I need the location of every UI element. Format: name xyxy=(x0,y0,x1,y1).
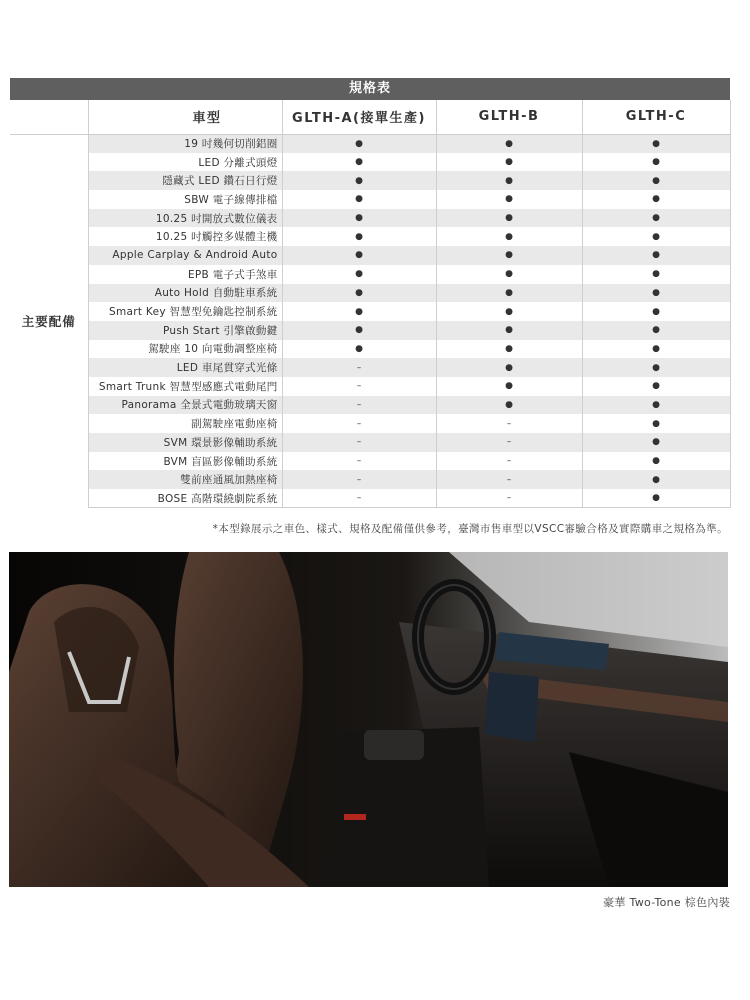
feature-name: 駕駛座 10 向電動調整座椅 xyxy=(88,340,282,359)
spec-row xyxy=(10,134,730,153)
feature-name: 隱藏式 LED 鑽石日行燈 xyxy=(88,171,282,190)
trim-header-glth-c: GLTH-C xyxy=(582,100,730,134)
availability-mark: ● xyxy=(436,265,582,284)
availability-mark: ● xyxy=(582,284,730,303)
spec-row xyxy=(10,227,730,246)
availability-mark: – xyxy=(436,452,582,471)
feature-name: LED 車尾貫穿式光條 xyxy=(88,358,282,377)
availability-mark: ● xyxy=(282,265,436,284)
feature-name: EPB 電子式手煞車 xyxy=(88,265,282,284)
availability-mark: ● xyxy=(282,321,436,340)
availability-mark: – xyxy=(282,489,436,508)
availability-mark: ● xyxy=(282,302,436,321)
availability-mark: – xyxy=(282,358,436,377)
feature-name: 雙前座通風加熱座椅 xyxy=(88,470,282,489)
availability-mark: ● xyxy=(582,321,730,340)
availability-mark: ● xyxy=(436,171,582,190)
availability-mark: ● xyxy=(282,246,436,265)
availability-mark: ● xyxy=(436,396,582,415)
availability-mark: – xyxy=(436,489,582,508)
spec-table-header xyxy=(10,100,730,134)
trim-header-glth-a: GLTH-A(接單生產) xyxy=(282,100,436,134)
spec-row xyxy=(10,209,730,228)
feature-name: BOSE 高階環繞劇院系統 xyxy=(88,489,282,508)
availability-mark: – xyxy=(436,414,582,433)
feature-name: Smart Trunk 智慧型感應式電動尾門 xyxy=(88,377,282,396)
availability-mark: ● xyxy=(282,134,436,153)
availability-mark: – xyxy=(436,433,582,452)
spec-row xyxy=(10,284,730,303)
spec-row xyxy=(10,246,730,265)
availability-mark: ● xyxy=(436,302,582,321)
spec-row xyxy=(10,452,730,471)
feature-name: LED 分離式頭燈 xyxy=(88,153,282,172)
availability-mark: ● xyxy=(282,171,436,190)
model-column-header: 車型 xyxy=(88,100,282,134)
availability-mark: ● xyxy=(436,377,582,396)
availability-mark: ● xyxy=(582,470,730,489)
spec-row xyxy=(10,302,730,321)
feature-name: Push Start 引擎啟動鍵 xyxy=(88,321,282,340)
availability-mark: ● xyxy=(582,134,730,153)
availability-mark: ● xyxy=(582,340,730,359)
spec-row xyxy=(10,489,730,508)
availability-mark: ● xyxy=(582,302,730,321)
spec-table xyxy=(10,100,731,508)
feature-name: SBW 電子線傳排檔 xyxy=(88,190,282,209)
header-blank xyxy=(10,100,88,134)
feature-name: Auto Hold 自動駐車系統 xyxy=(88,284,282,303)
feature-name: BVM 盲區影像輔助系統 xyxy=(88,452,282,471)
availability-mark: ● xyxy=(582,377,730,396)
availability-mark: ● xyxy=(436,134,582,153)
feature-name: SVM 環景影像輔助系統 xyxy=(88,433,282,452)
availability-mark: – xyxy=(282,433,436,452)
availability-mark: – xyxy=(282,396,436,415)
availability-mark: ● xyxy=(582,396,730,415)
availability-mark: ● xyxy=(436,340,582,359)
availability-mark: ● xyxy=(582,489,730,508)
interior-illustration xyxy=(9,552,728,887)
spec-row xyxy=(10,190,730,209)
feature-name: 副駕駛座電動座椅 xyxy=(88,414,282,433)
availability-mark: ● xyxy=(582,246,730,265)
availability-mark: – xyxy=(282,377,436,396)
availability-mark: ● xyxy=(582,190,730,209)
availability-mark: – xyxy=(282,470,436,489)
feature-name: Smart Key 智慧型免鑰匙控制系統 xyxy=(88,302,282,321)
feature-name: Panorama 全景式電動玻璃天窗 xyxy=(88,396,282,415)
spec-row xyxy=(10,414,730,433)
feature-name: 19 吋幾何切削鋁圈 xyxy=(88,134,282,153)
spec-row xyxy=(10,171,730,190)
availability-mark: ● xyxy=(582,153,730,172)
spec-row xyxy=(10,377,730,396)
spec-row xyxy=(10,358,730,377)
interior-photo xyxy=(9,552,728,887)
availability-mark: ● xyxy=(282,209,436,228)
availability-mark: ● xyxy=(582,433,730,452)
availability-mark: ● xyxy=(582,452,730,471)
availability-mark: ● xyxy=(436,284,582,303)
spec-row xyxy=(10,340,730,359)
photo-caption: 豪華 Two-Tone 棕色內裝 xyxy=(603,896,730,909)
availability-mark: – xyxy=(282,414,436,433)
spec-row xyxy=(10,153,730,172)
availability-mark: ● xyxy=(582,171,730,190)
spec-row xyxy=(10,396,730,415)
availability-mark: ● xyxy=(436,321,582,340)
feature-name: 10.25 吋觸控多媒體主機 xyxy=(88,227,282,246)
availability-mark: ● xyxy=(436,227,582,246)
availability-mark: ● xyxy=(582,209,730,228)
spec-row xyxy=(10,265,730,284)
disclaimer-note: *本型錄展示之車色、樣式、規格及配備僅供參考，臺灣市售車型以VSCC審驗合格及實際購車之規格為準。 xyxy=(212,523,728,535)
category-label: 主要配備 xyxy=(10,134,88,508)
availability-mark: ● xyxy=(282,284,436,303)
availability-mark: – xyxy=(436,470,582,489)
feature-name: 10.25 吋開放式數位儀表 xyxy=(88,209,282,228)
availability-mark: ● xyxy=(436,246,582,265)
availability-mark: ● xyxy=(582,265,730,284)
spec-table-title: 規格表 xyxy=(10,78,730,100)
spec-row xyxy=(10,321,730,340)
availability-mark: ● xyxy=(436,153,582,172)
spec-row xyxy=(10,470,730,489)
availability-mark: ● xyxy=(282,153,436,172)
availability-mark: ● xyxy=(436,358,582,377)
availability-mark: ● xyxy=(582,414,730,433)
availability-mark: ● xyxy=(436,209,582,228)
availability-mark: ● xyxy=(282,190,436,209)
availability-mark: ● xyxy=(582,358,730,377)
spec-table-body xyxy=(10,134,730,508)
spec-row xyxy=(10,433,730,452)
trim-header-glth-b: GLTH-B xyxy=(436,100,582,134)
feature-name: Apple Carplay & Android Auto xyxy=(88,246,282,265)
availability-mark: ● xyxy=(436,190,582,209)
availability-mark: ● xyxy=(582,227,730,246)
availability-mark: ● xyxy=(282,227,436,246)
availability-mark: ● xyxy=(282,340,436,359)
availability-mark: – xyxy=(282,452,436,471)
